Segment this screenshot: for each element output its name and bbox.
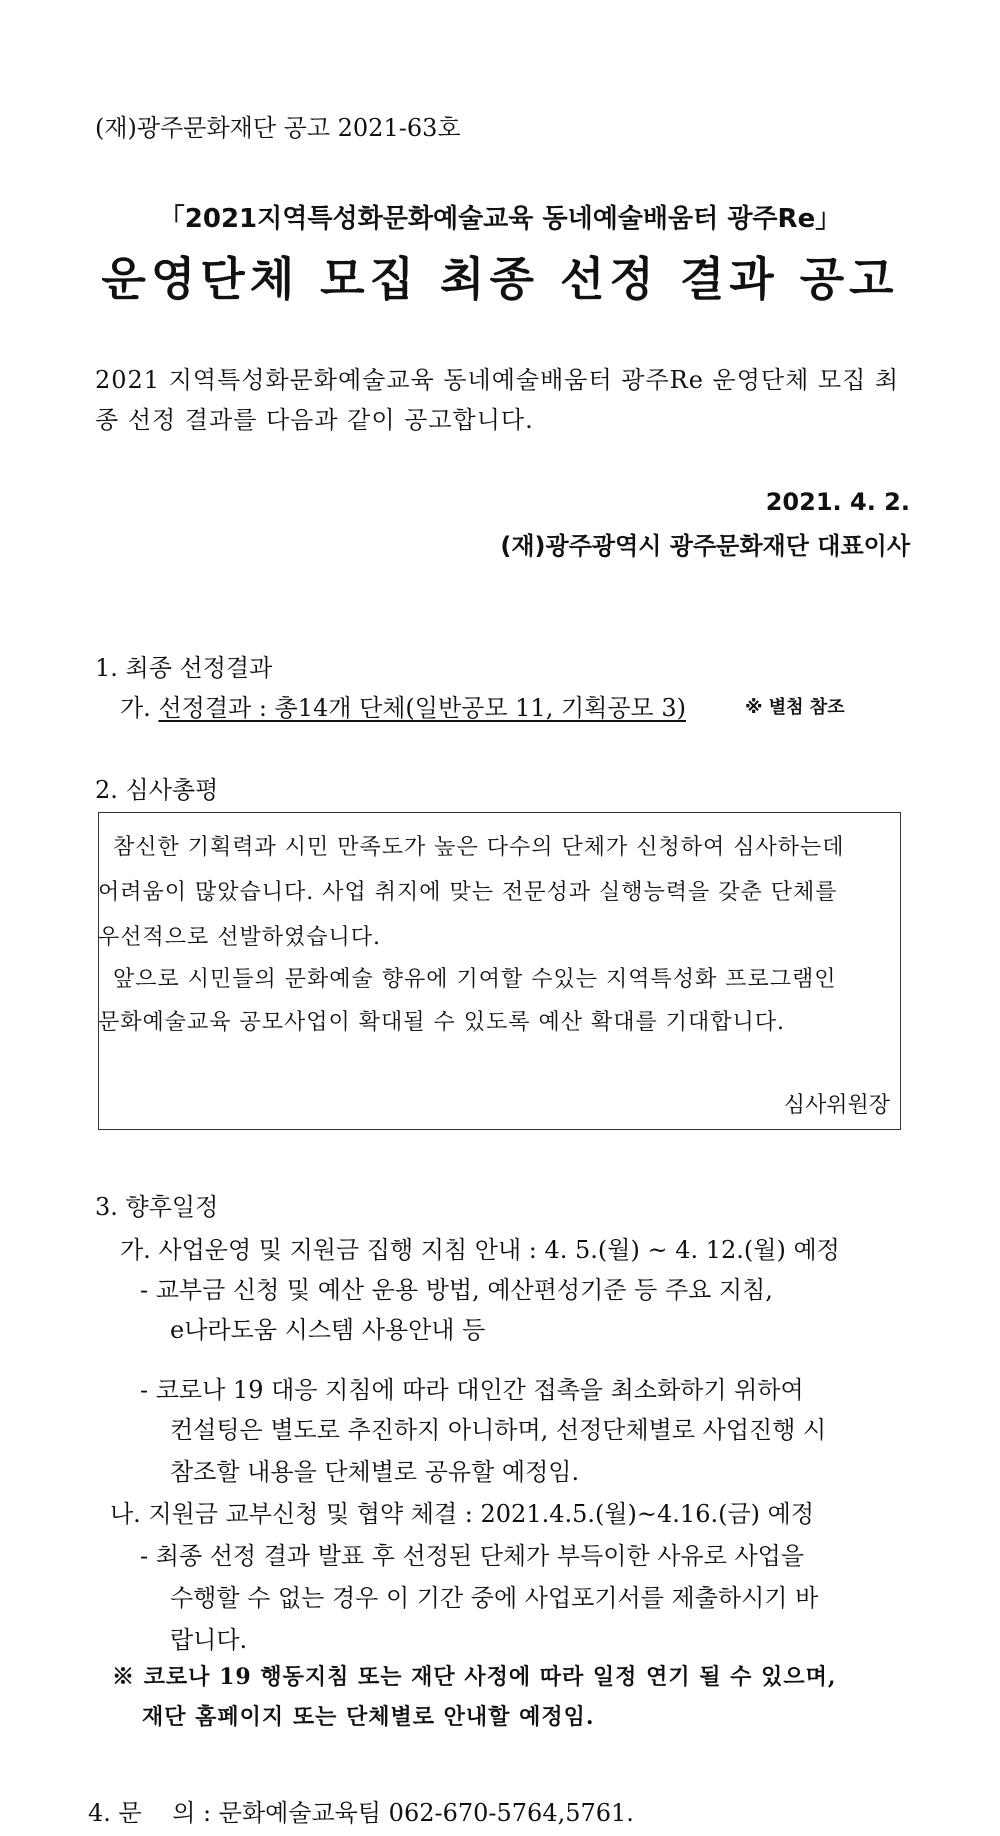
review-text-line: 참신한 기획력과 시민 만족도가 높은 다수의 단체가 신청하여 심사하는데 (113, 835, 845, 860)
schedule-bullet-cont: e나라도움 시스템 사용안내 등 (170, 1316, 486, 1344)
schedule-bullet-cont: 참조할 내용을 단체별로 공유할 예정임. (170, 1458, 580, 1486)
schedule-bullet: - 교부금 신청 및 예산 운용 방법, 예산편성기준 등 주요 지침, (140, 1276, 773, 1304)
schedule-note: ※ 코로나 19 행동지침 또는 재단 사정에 따라 일정 연기 될 수 있으며, (112, 1664, 837, 1690)
intro-text-line: 2021 지역특성화문화예술교육 동네예술배움터 광주Re 운영단체 모집 최 (95, 366, 900, 394)
contact-info: 4. 문 의 : 문화예술교육팀 062-670-5764,5761. (88, 1799, 634, 1827)
reference-note: ※ 별첨 참조 (745, 697, 845, 718)
review-text-line: 앞으로 시민들의 문화예술 향유에 기여할 수있는 지역특성화 프로그램인 (113, 967, 837, 992)
schedule-item: 가. 사업운영 및 지원금 집행 지침 안내 : 4. 5.(월) ~ 4. 12.(월) 예정 (120, 1236, 840, 1264)
schedule-item: 나. 지원금 교부신청 및 협약 체결 : 2021.4.5.(월)~4.16.(금) 예정 (110, 1500, 815, 1528)
notice-date: 2021. 4. 2. (765, 488, 910, 516)
page-title: 운영단체 모집 최종 선정 결과 공고 (101, 252, 899, 306)
schedule-bullet-cont: 컨설팅은 별도로 추진하지 아니하며, 선정단체별로 사업진행 시 (170, 1416, 827, 1444)
notice-subtitle: 「2021지역특성화문화예술교육 동네예술배움터 광주Re」 (158, 204, 842, 234)
schedule-bullet: - 최종 선정 결과 발표 후 선정된 단체가 부득이한 사유로 사업을 (140, 1542, 804, 1570)
intro-text-line: 종 선정 결과를 다음과 같이 공고합니다. (95, 406, 534, 434)
results-item-prefix: 가. (120, 694, 159, 722)
review-text-line: 문화예술교육 공모사업이 확대될 수 있도록 예산 확대를 기대합니다. (98, 1010, 786, 1035)
schedule-bullet-cont: 랍니다. (170, 1626, 248, 1654)
schedule-note: 재단 홈페이지 또는 단체별로 안내할 예정임. (142, 1704, 595, 1730)
review-signature: 심사위원장 (783, 1093, 890, 1118)
schedule-bullet-cont: 수행할 수 없는 경우 이 기간 중에 사업포기서를 제출하시기 바 (170, 1584, 819, 1612)
review-text-line: 우선적으로 선발하였습니다. (98, 925, 382, 950)
section-heading-schedule: 3. 향후일정 (95, 1193, 219, 1221)
section-heading-review: 2. 심사총평 (95, 776, 219, 804)
schedule-bullet: - 코로나 19 대응 지침에 따라 대인간 접촉을 최소화하기 위하여 (140, 1376, 804, 1404)
issuer: (재)광주광역시 광주문화재단 대표이사 (500, 532, 910, 560)
notice-number: (재)광주문화재단 공고 2021-63호 (95, 114, 461, 142)
results-item-text: 선정결과 : 총14개 단체(일반공모 11, 기획공모 3) (158, 694, 686, 722)
review-text-line: 어려움이 많았습니다. 사업 취지에 맞는 전문성과 실행능력을 갖춘 단체를 (98, 880, 838, 905)
section-heading-results: 1. 최종 선정결과 (95, 654, 273, 682)
results-item (120, 688, 686, 723)
